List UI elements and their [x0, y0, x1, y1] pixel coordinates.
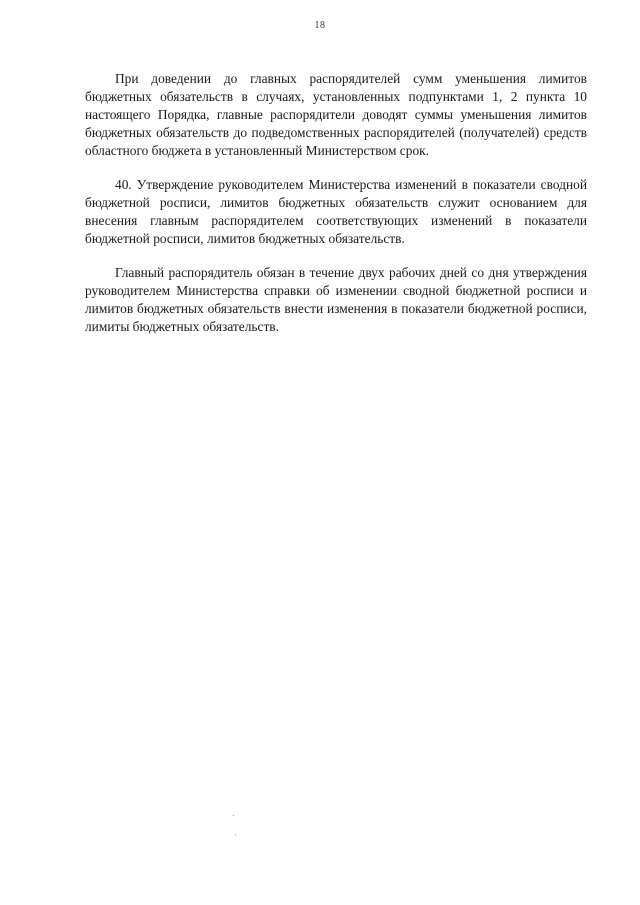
document-body — [85, 70, 587, 352]
page-number: 18 — [314, 20, 326, 31]
paragraph-chief-manager-obligation: Главный распорядитель обязан в течение двух рабочих дней со дня утверждения руководителем Министерства справки об изменении сводной бюджетной росписи и лимитов бюджетных обязательств внести изменения в показатели бюджетной росписи, лимиты бюджетных обязательств. — [85, 265, 587, 334]
scan-speck — [235, 834, 236, 835]
scan-speck — [233, 815, 234, 816]
paragraph-item-40: 40. Утверждение руководителем Министерства изменений в показатели сводной бюджетной росписи, лимитов бюджетных обязательств служит основанием для внесения главным распорядителем соответствующих изменений в показатели бюджетной росписи, лимитов бюджетных обязательств. — [85, 177, 587, 246]
paragraph-limit-reduction: При доведении до главных распорядителей сумм уменьшения лимитов бюджетных обязательств в случаях, установленных подпунктами 1, 2 пункта 10 настоящего Порядка, главные распорядители доводят суммы уменьшения лимитов бюджетных обязательств до подведомственных распорядителей (получателей) средств областного бюджета в установленный Министерством срок. — [85, 71, 587, 158]
